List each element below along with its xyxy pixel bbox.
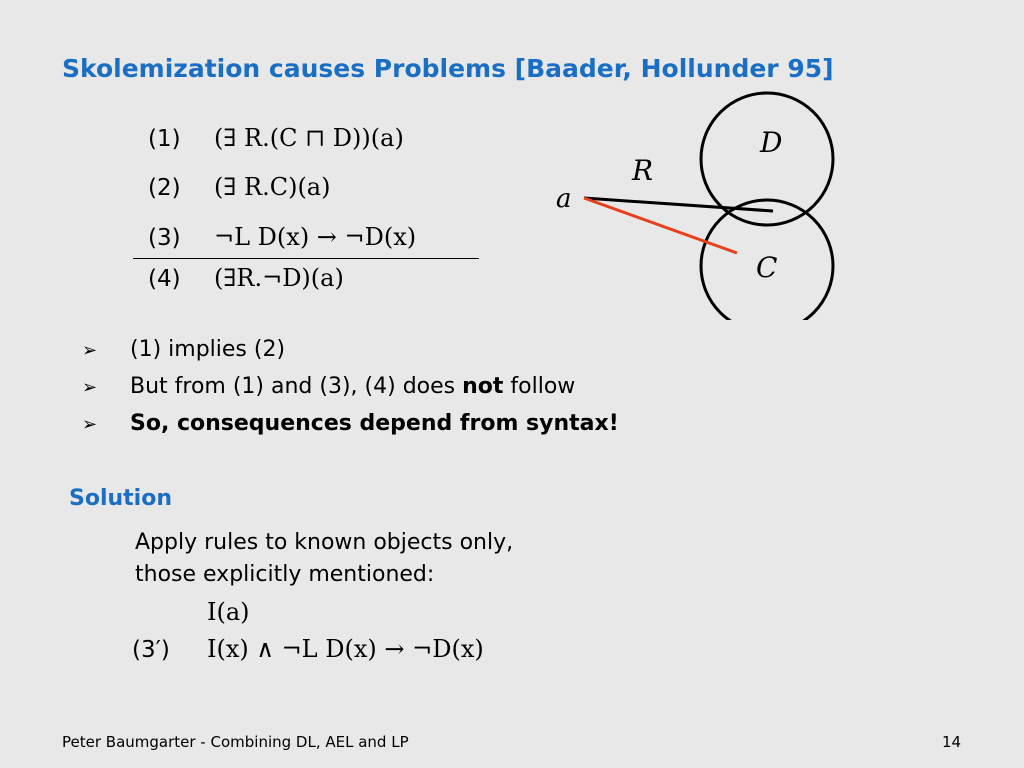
formula-3 bbox=[148, 223, 416, 251]
formula-3-expression: ¬L D(x) → ¬D(x) bbox=[214, 223, 417, 251]
solution-formula-2-expression: I(x) ∧ ¬L D(x) → ¬D(x) bbox=[207, 635, 484, 663]
solution-line-1: Apply rules to known objects only, bbox=[135, 530, 514, 555]
formula-2 bbox=[148, 173, 330, 201]
footer-author: Peter Baumgarter - Combining DL, AEL and LP bbox=[62, 733, 409, 751]
label-r: R bbox=[632, 154, 654, 187]
slide-title: Skolemization causes Problems [Baader, Hollunder 95] bbox=[62, 54, 834, 83]
formula-1-number: (1) bbox=[148, 126, 181, 152]
formula-2-number: (2) bbox=[148, 175, 181, 201]
venn-diagram bbox=[540, 90, 860, 320]
arrow-bullet-icon: ➢ bbox=[82, 377, 98, 398]
label-d: D bbox=[760, 126, 783, 159]
solution-formula-2-number: (3′) bbox=[132, 637, 170, 663]
bullet-item-3 bbox=[82, 408, 619, 445]
bullet-2-text-post: follow bbox=[503, 374, 576, 399]
formula-3-number: (3) bbox=[148, 225, 181, 251]
formula-1-expression: (∃ R.(C ⊓ D))(a) bbox=[214, 124, 404, 152]
bullet-2-text-bold: not bbox=[462, 374, 504, 399]
bullet-item-2 bbox=[82, 371, 619, 408]
formula-4 bbox=[148, 264, 344, 292]
circle-d bbox=[701, 93, 833, 225]
bullet-item-1 bbox=[82, 334, 619, 371]
bullet-1-text: (1) implies (2) bbox=[130, 337, 286, 362]
bullet-3-text: So, consequences depend from syntax! bbox=[130, 411, 619, 436]
solution-heading: Solution bbox=[69, 486, 172, 511]
arrow-bullet-icon: ➢ bbox=[82, 414, 98, 435]
arrow-bullet-icon: ➢ bbox=[82, 340, 98, 361]
label-a: a bbox=[556, 184, 572, 214]
solution-formula-1 bbox=[207, 598, 250, 626]
bullet-list bbox=[82, 334, 619, 445]
label-c: C bbox=[756, 251, 778, 284]
formula-4-number: (4) bbox=[148, 266, 181, 292]
solution-formula-1-expression: I(a) bbox=[207, 598, 250, 626]
formula-4-expression: (∃R.¬D)(a) bbox=[214, 264, 344, 292]
formula-1 bbox=[148, 124, 404, 152]
solution-line-2: those explicitly mentioned: bbox=[135, 562, 435, 587]
bullet-2-text-pre: But from (1) and (3), (4) does bbox=[130, 374, 463, 399]
solution-text bbox=[135, 527, 513, 591]
solution-formula-2 bbox=[132, 635, 484, 663]
page-number: 14 bbox=[942, 733, 962, 751]
formula-2-expression: (∃ R.C)(a) bbox=[214, 173, 331, 201]
inference-rule-line bbox=[133, 258, 479, 259]
